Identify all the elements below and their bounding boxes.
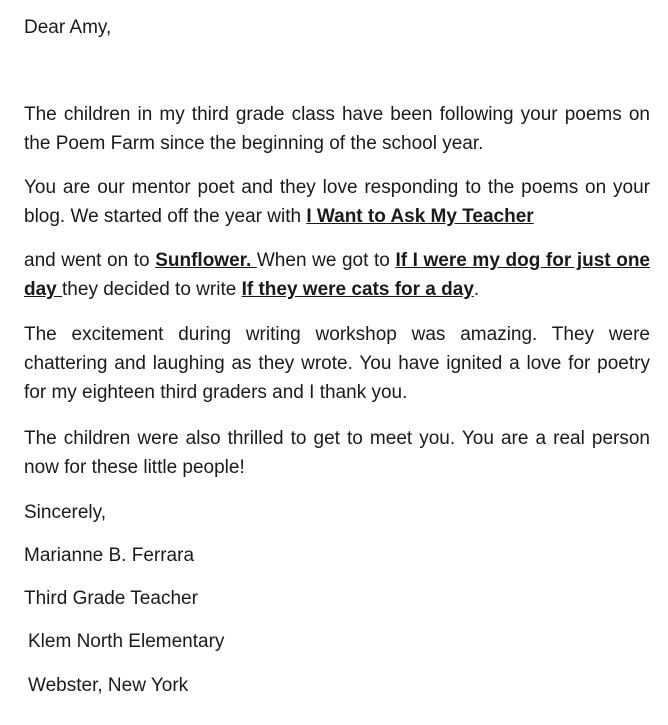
paragraph-3-text-b: When we got to [256, 250, 396, 271]
paragraph-3-text-a: and went on to [24, 250, 156, 271]
city-location: Webster, New York [28, 675, 189, 696]
paragraph-5: The children were also thrilled to get to meet you. You are a real person now for these little people! [24, 428, 650, 478]
closing: Sincerely, [24, 502, 107, 523]
paragraph-3-text-d: . [473, 279, 480, 300]
paragraph-1: The children in my third grade class have been following your poems on the Poem Farm since the beginning of the school year. [24, 104, 650, 154]
paragraph-3-text-c: they decided to write [62, 279, 242, 300]
paragraph-2-text: You are our mentor poet and they love responding to the poems on your blog. We started off the year with [24, 177, 650, 227]
paragraph-2 [24, 173, 650, 231]
poem-title-if-i-were-my-dog: If I were my dog for just one day [24, 250, 650, 300]
school-name: Klem North Elementary [28, 631, 225, 652]
signer-title: Third Grade Teacher [24, 588, 198, 609]
poem-title-if-they-were-cats: If they were cats for a day [241, 279, 474, 300]
signer-name: Marianne B. Ferrara [24, 545, 195, 566]
poem-title-i-want-to-ask-my-teacher: I Want to Ask My Teacher [306, 206, 534, 227]
paragraph-4: The excitement during writing workshop was amazing. They were chattering and laughing as they wrote. You have ignited a love for poetry for my eighteen third graders and I thank you. [24, 324, 650, 403]
poem-title-sunflower: Sunflower. [155, 250, 257, 271]
paragraph-3 [24, 246, 650, 304]
greeting: Dear Amy, [24, 17, 112, 38]
